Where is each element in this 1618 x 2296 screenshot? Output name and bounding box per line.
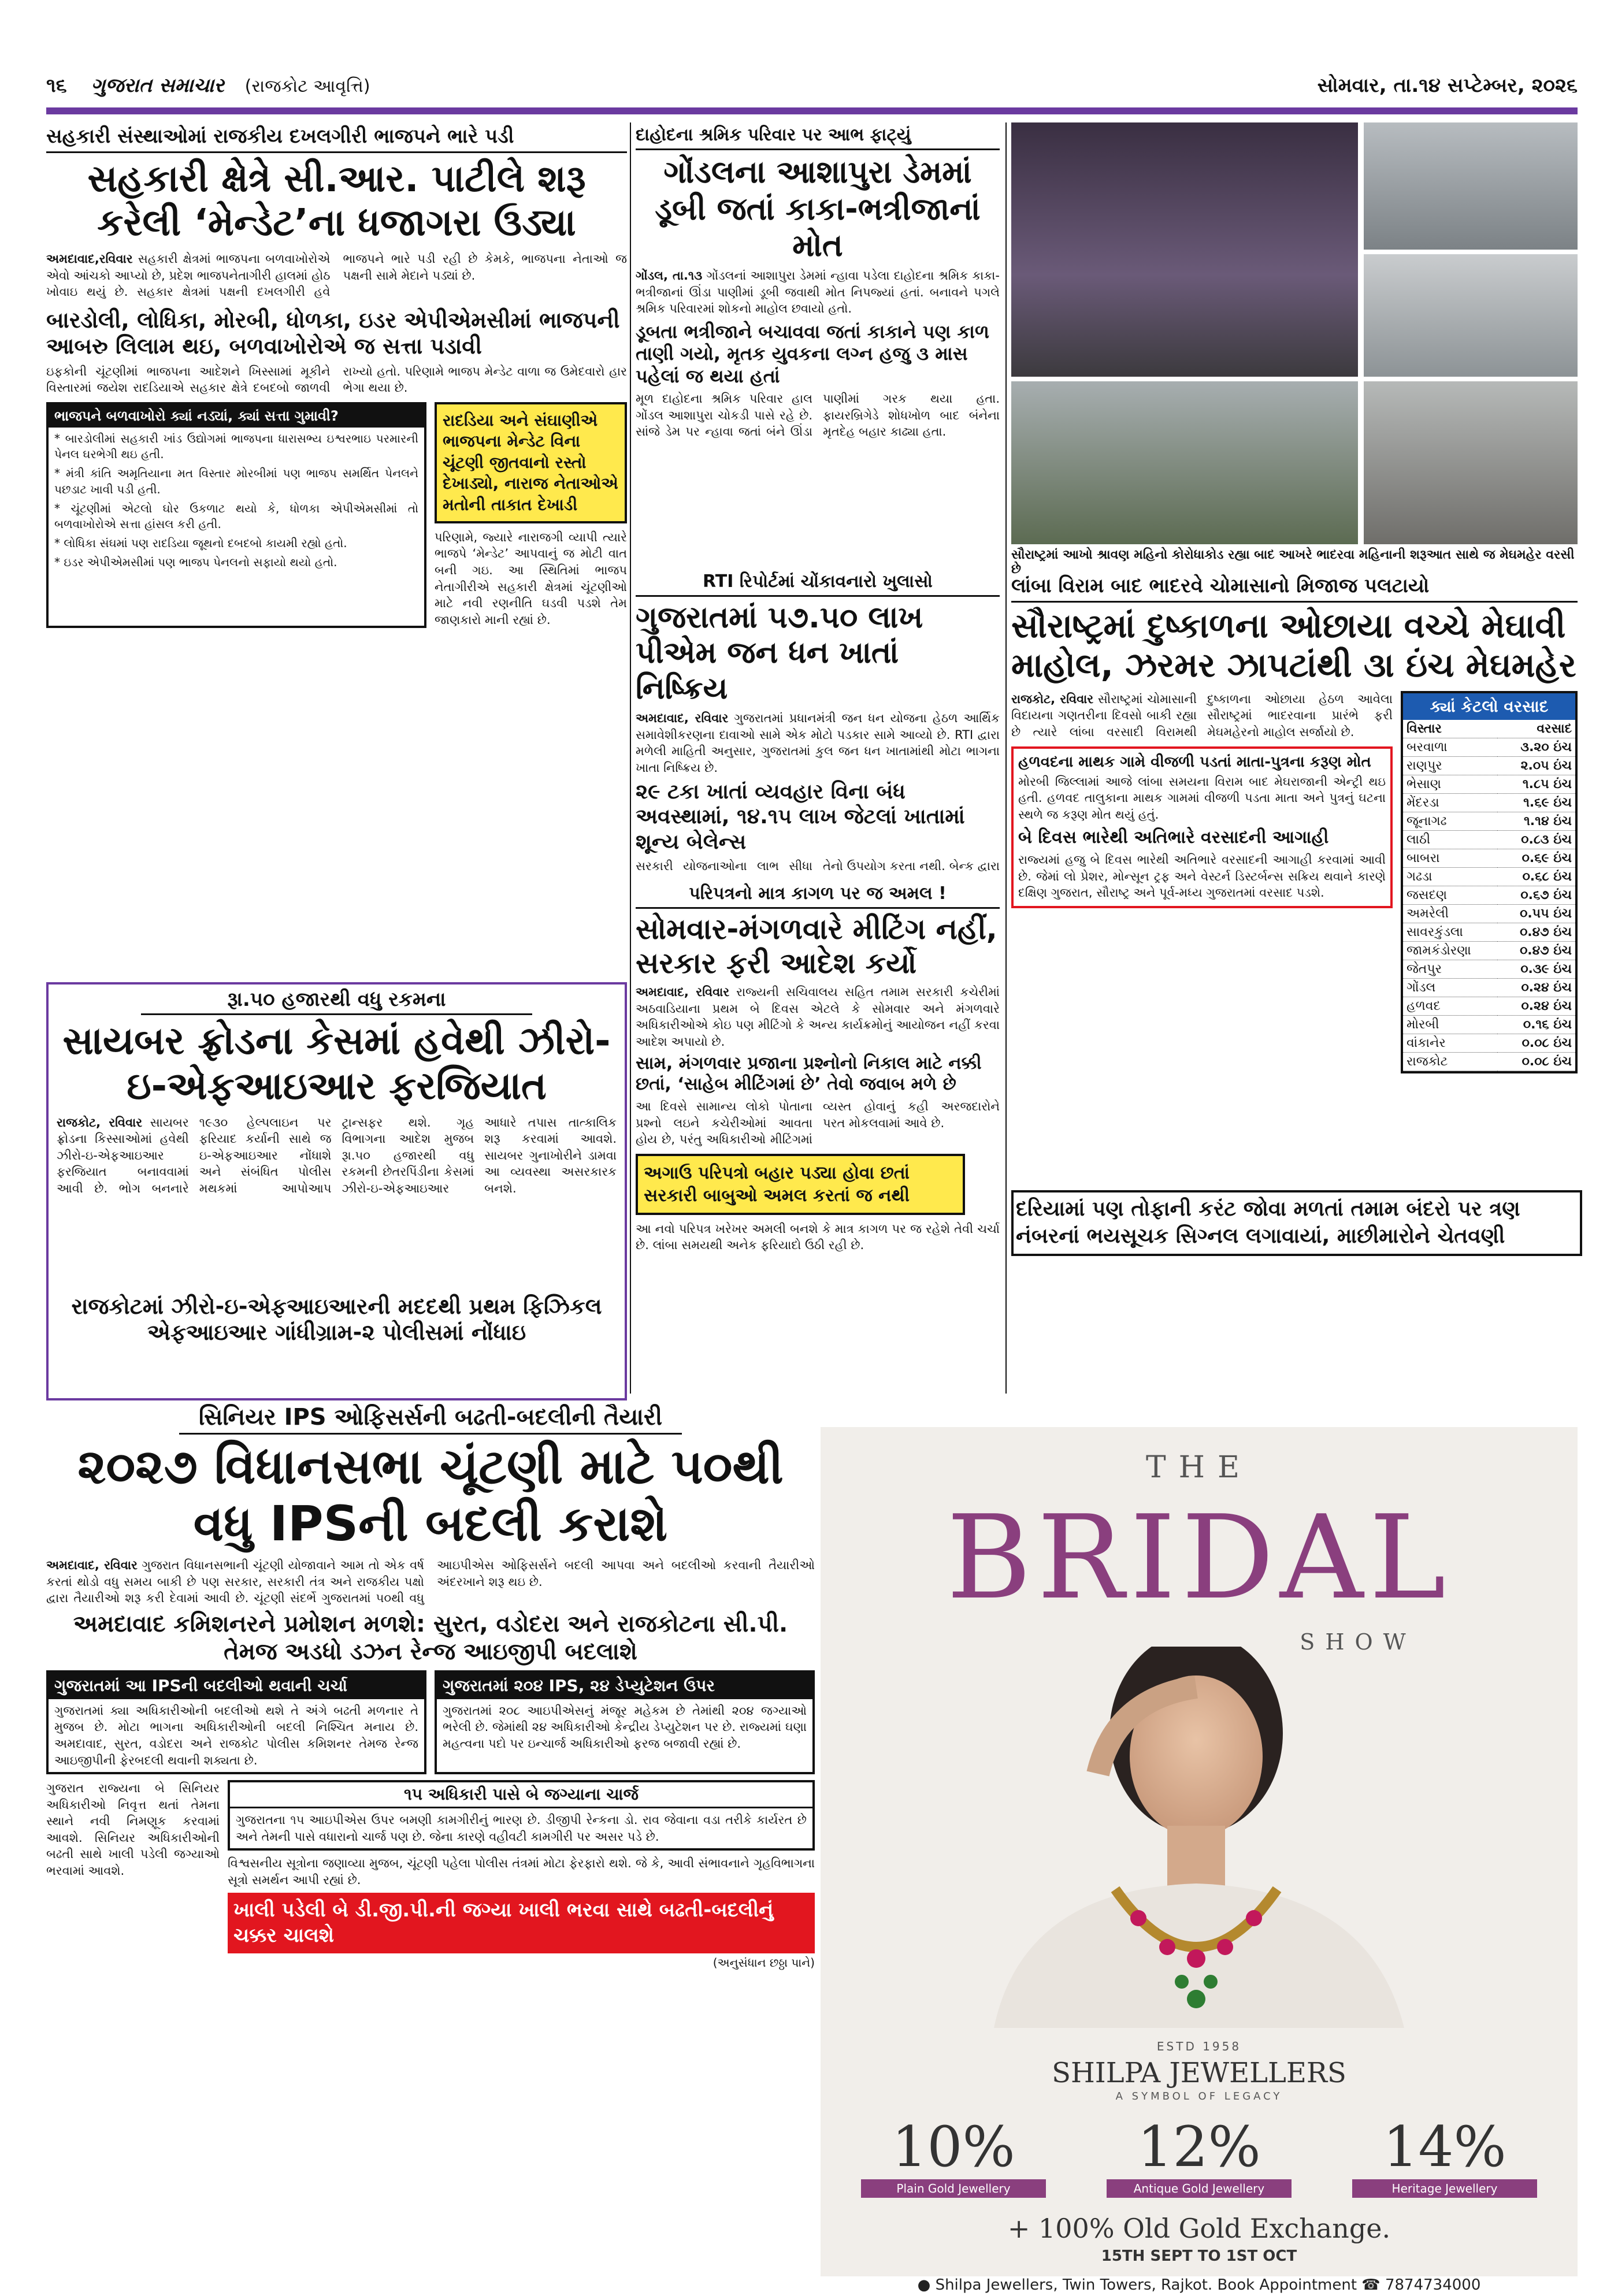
- rain-place: મેંદરડા: [1403, 793, 1497, 812]
- rain-amount: ૦.૨૪ ઇંચ: [1497, 978, 1575, 997]
- rain-place: રાજકોટ: [1403, 1052, 1497, 1071]
- rain-place: બરવાળા: [1403, 738, 1497, 756]
- story-meeting-body1: [636, 984, 1000, 1050]
- table-row: [1403, 1034, 1575, 1052]
- rain-table-title: ક્યાં કેટલો વરસાદ: [1403, 693, 1575, 720]
- forecast-subhead: બે દિવસ ભારેથી અતિભારે વરસાદની આગાહી: [1018, 827, 1329, 848]
- table-row: [1403, 830, 1575, 849]
- story-ips-kicker: સિનિયર IPS ઓફિસર્સની બઢતી-બદલીની તૈયારી: [179, 1404, 682, 1435]
- rain-amount: ૦.૧૬ ઇંચ: [1497, 1015, 1575, 1034]
- rain-place: જામકંડોરણા: [1403, 941, 1497, 960]
- rain-photo-fields: [1011, 381, 1358, 544]
- rain-place: જસદણ: [1403, 886, 1497, 904]
- story-cyber-dateline: રાજકોટ, રવિવાર: [57, 1115, 143, 1130]
- ad-tagline: A SYMBOL OF LEGACY: [1115, 2090, 1283, 2102]
- issue-date: સોમવાર, તા.૧૪ સપ્ટેમ્બર, ૨૦૨૬: [1317, 74, 1578, 97]
- ad-dates: 15TH SEPT TO 1ST OCT: [1101, 2247, 1297, 2265]
- table-row: [1403, 793, 1575, 812]
- ips-transfers-box: [46, 1670, 426, 1774]
- story-dam-kicker: દાહોદના શ્રમિક પરિવાર પર આભ ફાટ્યું: [636, 122, 1000, 150]
- ad-show: SHOW: [1300, 1629, 1416, 1655]
- ad-offer: 10% Plain Gold Jewellery: [861, 2115, 1046, 2198]
- table-row: [1403, 1015, 1575, 1034]
- table-row: [1403, 867, 1575, 886]
- story-rain: [1011, 572, 1578, 1184]
- table-row: [1403, 923, 1575, 941]
- story-dam: [636, 122, 1000, 562]
- story-rti-kicker: RTI રિપોર્ટમાં ચોંકાવનારો ખુલાસો: [636, 569, 1000, 597]
- story-rain-lower: [1011, 691, 1578, 1073]
- story-meeting: [636, 881, 1000, 1418]
- ad-address-line: [821, 2276, 1578, 2296]
- story-ips-body1: [46, 1557, 815, 1607]
- ad-model-photo: [925, 1647, 1474, 2028]
- bjp-rebels-box-title: ભાજપને બળવાખોરો ક્યાં નડ્યાં, ક્યાં સત્તા ગુમાવી?: [49, 404, 424, 428]
- table-row: [1403, 886, 1575, 904]
- rain-place: બાબરા: [1403, 849, 1497, 867]
- rain-table: [1403, 720, 1575, 1071]
- story-rti-text1: ગુજરાતમાં પ્રધાનમંત્રી જન ધન યોજના હેઠળ આર્થિક સમાવેશીકરણના દાવાઓ સામે એક મોટો પડકાર સામે આવ્યો છે. RTI દ્વારા મળેલી માહિતી અનુસાર, ગુજરાતમાં કુલ જન ધન ખાતામાંથી મોટા ભાગના ખાતા નિષ્ક્રિય છે.: [636, 711, 1000, 775]
- column-rule: [1005, 122, 1007, 1394]
- rain-amount: ૦.૪૭ ઇંચ: [1497, 941, 1575, 960]
- ad-brand: BRIDAL: [946, 1491, 1452, 1625]
- story-ips-dateline: અમદાવાદ, રવિવાર: [46, 1558, 138, 1573]
- ips-red-strip: ખાલી પડેલી બે ડી.જી.પી.ની જગ્યા ખાલી ભરવા સાથે બઢતી-બદલીનું ચક્કર ચાલશે: [228, 1893, 815, 1953]
- ips-strength-box: [435, 1670, 815, 1774]
- story-ips-text1: ગુજરાત વિધાનસભાની ચૂંટણી યોજાવાને આમ તો એક વર્ષ કરતાં થોડો વધુ સમય બાકી છે પણ સરકાર, સરકારી તંત્ર અને રાજકીય પક્ષો દ્વારા તૈયારીઓ શરૂ કરી દેવામાં આવી છે. ચૂંટણી સંદર્ભે ગુજરાતમાં ૫૦થી વધુ આઇપીએસ ઓફિસર્સને બદલી આપવા અને બદલીઓ કરવાની તૈયારીઓ અંદરખાને શરૂ થઇ છે.: [46, 1558, 815, 1606]
- masthead: [46, 74, 1578, 103]
- ips-strength-title: ગુજરાતમાં ૨૦૪ IPS, ૨૪ ડેપ્યુટેશન ઉપર: [437, 1673, 812, 1699]
- table-row: [1403, 997, 1575, 1015]
- rain-place: ગોંડલ: [1403, 978, 1497, 997]
- story-coop-text3: પરિણામે, જ્યારે નારાજગી વ્યાપી ત્યારે ભાજપે ‘મેન્ડેટ’ આપવાનું જ મોટી વાત બની ગઇ. આ સ્થિતિમાં ભાજપ નેતાગીરીએ સહકારી ક્ષેત્રમાં ચૂંટણીઓ માટે નવી રણનીતિ ઘડવી પડશે તેમ જાણકારો માની રહ્યાં છે.: [435, 530, 627, 627]
- lightning-box: [1011, 746, 1393, 908]
- ips-transfers-text: ગુજરાતમાં ક્યા અધિકારીઓની બદલીઓ થશે તે અંગે બઢતી મળનાર તે મુજબ છે. મોટા ભાગના અધિકારીઓની બદલી નિશ્ચિત મનાય છે. અમદાવાદ, સુરત, વડોદરા અને રાજકોટ પોલીસ કમિશનર તેમજ રેન્જ આઇજીપીની ફેરબદલી થવાની શક્યતા છે.: [54, 1703, 418, 1767]
- ips-charge-box: [228, 1780, 815, 1851]
- rain-place: લાઠી: [1403, 830, 1497, 849]
- story-coop-dateline: અમદાવાદ,રવિવાર: [46, 252, 133, 266]
- story-rain-headline: સૌરાષ્ટ્રમાં દુષ્કાળના ઓછાયા વચ્ચે મેઘાવી માહોલ, ઝરમર ઝાપટાંથી ૩ા ઇંચ મેઘમહેર: [1011, 606, 1576, 685]
- story-dam-text1: ગોંડલનાં આશાપુરા ડેમમાં ન્હાવા પડેલા દાહોદના શ્રમિક કાકા-ભત્રીજાનાં ઊંડા પાણીમાં ડૂબી જવાથી મોત નિપજ્યાં હતાં. બનાવને પગલે શ્રમિક પરિવારમાં શોકનો માહોલ છવાયો હતો.: [636, 269, 1000, 316]
- ad-estd: ESTD 1958: [1156, 2039, 1242, 2053]
- ad-offer: 12% Antique Gold Jewellery: [1107, 2115, 1292, 2198]
- ips-charge-col: [228, 1780, 815, 1970]
- rain-amount: ૧.૬૯ ઇંચ: [1497, 793, 1575, 812]
- story-rti-headline: ગુજરાતમાં ૫૭.૫૦ લાખ પીએમ જન ધન ખાતાં નિષ્ક્રિય: [636, 600, 923, 706]
- story-rti-subhead: ૨૯ ટકા ખાતાં વ્યવહાર વિના બંધ અવસ્થામાં, ૧૪.૧૫ લાખ જેટલાં ખાતામાં શૂન્ય બેલેન્સ: [636, 780, 965, 854]
- rain-amount: ૦.૮૩ ઇંચ: [1497, 830, 1575, 849]
- page-number: ૧૬: [46, 74, 67, 97]
- story-meeting-subhead: સામ, મંગળવાર પ્રજાના પ્રશ્નોનો નિકાલ માટે નક્કી છતાં, ‘સાહેબ મીટિંગમાં છે’ તેવો જવાબ મળે છે: [636, 1053, 982, 1095]
- rain-amount: ૦.૦૮ ઇંચ: [1497, 1034, 1575, 1052]
- story-cyber-body: [49, 1112, 625, 1290]
- story-dam-dateline: ગોંડલ, તા.૧૩: [636, 269, 703, 283]
- rain-place: વાંકાનેર: [1403, 1034, 1497, 1052]
- story-rain-text-col: [1011, 691, 1393, 1073]
- rain-amount: ૦.૬૯ ઇંચ: [1497, 849, 1575, 867]
- sea-warning: દરિયામાં પણ તોફાની કરંટ જોવા મળતાં તમામ બંદરો પર ત્રણ નંબરનાં ભયસૂચક સિગ્નલ લગાવાયાં, માછીમારોને ચેતવણી: [1011, 1190, 1582, 1256]
- table-row: [1403, 941, 1575, 960]
- table-row: [1403, 904, 1575, 923]
- location-icon: ●: [917, 2276, 931, 2294]
- story-cyber-subhead: રાજકોટમાં ઝીરો-ઇ-એફઆઇઆરની મદદથી પ્રથમ ફિઝિકલ એફઆઇઆર ગાંધીગ્રામ-૨ પોલીસમાં નોંધાઇ: [71, 1293, 602, 1346]
- rain-amount: ૧.૮૫ ઇંચ: [1497, 775, 1575, 793]
- rain-amount: ૦.૨૪ ઇંચ: [1497, 997, 1575, 1015]
- bjp-rebels-list: [49, 428, 424, 578]
- ips-lower-row: [46, 1780, 815, 1970]
- story-coop-text1: સહકારી ક્ષેત્રમાં ભાજપના બળવાખોરોએ એવો આંચકો આપ્યો છે, પ્રદેશ ભાજપનેતાગીરી હાલમાં હોઠ ખોવાઇ થયું છે. સહકાર ક્ષેત્રમાં પક્ષની દખલગીરી હવે ભાજપને ભારે પડી રહી છે કેમકે, ભાજપના નેતાઓ જ પક્ષની સામે મેદાને પડ્યાં છે.: [46, 252, 627, 299]
- pull-quote: રાદડિયા અને સંઘાણીએ ભાજપના મેન્ડેટ વિના ચૂંટણી જીતવાનો રસ્તો દેખાડ્યો, નારાજ નેતાઓએ મતોની તાકાત દેખાડી: [435, 402, 627, 523]
- story-rti-dateline: અમદાવાદ, રવિવાર: [636, 711, 729, 726]
- rain-amount: ૦.૬૭ ઇંચ: [1497, 886, 1575, 904]
- story-cyber-headline: સાયબર ફ્રોડના કેસમાં હવેથી ઝીરો-ઇ-એફઆઇઆર ફરજિયાત: [62, 1019, 611, 1108]
- story-dam-headline: ગોંડલના આશાપુરા ડેમમાં ડૂબી જતાં કાકા-ભત્રીજાનાં મોત: [655, 154, 981, 264]
- masthead-rule: [46, 107, 1578, 114]
- story-coop-text2: ઇફકોની ચૂંટણીમાં ભાજપના આદેશને ખિસ્સામાં મૂકીને વિસ્તારમાં જયેશ રાદડિયાએ સહકાર ક્ષેત્રે દબદબો જાળવી રાખ્યો હતો. પરિણામે ભાજપ મેન્ડેટ વાળા જ ઉમેદવારો હાર ભેગા થયા છે.: [46, 364, 627, 395]
- rain-place: રાણપુર: [1403, 756, 1497, 775]
- story-ips-headline: ૨૦૨૭ વિધાનસભા ચૂંટણી માટે ૫૦થી વધુ IPSની બદલી કરાશે: [77, 1438, 784, 1552]
- rain-amount: ૦.૬૮ ઇંચ: [1497, 867, 1575, 886]
- list-item: * મંત્રી કાંતિ અમૃતિયાના મત વિસ્તાર મોરબીમાં પણ ભાજપ સમર્થિત પેનલને પછડાટ ખાવી પડી હતી.: [54, 466, 419, 496]
- story-coop-body1: [46, 251, 627, 300]
- table-row: [1403, 978, 1575, 997]
- photo-caption: સૌરાષ્ટ્રમાં આખો શ્રાવણ મહિનો કોરોધાકોડ રહ્યા બાદ આખરે ભાદરવા મહિનાની શરૂઆત સાથે જ મેઘમહેર વરસી છે: [1011, 548, 1575, 577]
- pull-quote-col: [435, 402, 627, 628]
- rain-amount: ૦.૪૭ ઇંચ: [1497, 923, 1575, 941]
- table-row: [1403, 738, 1575, 756]
- rain-amount: ૧.૧૪ ઇંચ: [1497, 812, 1575, 830]
- rain-place: જેતપુર: [1403, 960, 1497, 978]
- story-ips-text2: ગુજરાત રાજ્યના બે સિનિયર અધિકારીઓ નિવૃત્ત થતાં તેમના સ્થાને નવી નિમણૂક કરવામાં આવશે. સિનિયર અધિકારીઓની બઢતી સાથે ખાલી પડેલી જગ્યાઓ ભરવામાં આવશે.: [46, 1781, 220, 1878]
- story-cyber-text1: સાયબર ફ્રોડના કિસ્સાઓમાં હવેથી ઝીરો-ઇ-એફઆઇઆર ફરજિયાત બનાવવામાં આવી છે. ભોગ બનનારે ૧૯૩૦ હેલ્પલાઇન પર ફરિયાદ કર્યાની સાથે જ ઇ-એફઆઇઆર નોંધાશે અને સંબંધિત પોલીસ મથકમાં આપોઆપ ટ્રાન્સફર થશે.: [57, 1115, 431, 1195]
- story-rti-text2: સરકારી યોજનાઓના લાભ સીધા તેનો ઉપયોગ કરતા નથી. બેન્ક દ્વારા: [636, 859, 1000, 872]
- bjp-rebels-box: [46, 402, 426, 628]
- story-rti: [636, 569, 1000, 872]
- ad-address: Shilpa Jewellers, Twin Towers, Rajkot. Book Appointment: [935, 2276, 1357, 2294]
- rain-table-header: [1403, 720, 1575, 738]
- ips-charge-text: ગુજરાતના ૧૫ આઇપીએસ ઉપર બમણી કામગીરીનું ભારણ છે. ડીજીપી રેન્કના ડો. રાવ જેવાના વડા તરીકે કાર્યરત છે અને તેમની પાસે વધારાનો ચાર્જ પણ છે. જેના કારણે વહીવટી કામગીરી પર અસર પડે છે.: [236, 1813, 807, 1844]
- ips-strength-text: ગુજરાતમાં ૨૦૮ આઇપીએસનું મંજૂર મહેકમ છે તેમાંથી ૨૦૪ જગ્યાઓ ભરેલી છે. જેમાંથી ૨૪ અધિકારીઓ કેન્દ્રીય ડેપ્યુટેશન પર છે. રાજ્યમાં ઘણા મહત્વના પદો પર ઇન્ચાર્જ અધિકારીઓ ફરજ બજાવી રહ્યાં છે.: [443, 1703, 807, 1751]
- story-ips: [46, 1404, 815, 2282]
- rain-photo-lane: [1364, 381, 1578, 544]
- masthead-left: [46, 74, 370, 97]
- phone-icon: ☎: [1361, 2276, 1381, 2294]
- ad-offer: 14% Heritage Jewellery: [1352, 2115, 1537, 2198]
- list-item: * ઇડર એપીએમસીમાં પણ ભાજપ પેનલનો સફાયો થયો હતો.: [54, 555, 337, 570]
- continued-note: (અનુસંધાન છઠ્ઠા પાને): [712, 1955, 815, 1970]
- column-rule: [630, 122, 631, 1394]
- story-rain-kicker: લાંબા વિરામ બાદ ભાદરવે ચોમાસાનો મિજાજ પલટાયો: [1011, 572, 1578, 603]
- rain-place: ગઢડા: [1403, 867, 1497, 886]
- lightning-subhead: હળવદના માથક ગામે વીજળી પડતાં માતા-પુત્રના કરૂણ મોત: [1018, 753, 1371, 771]
- list-item: * બારડોલીમાં સહકારી ખાંડ ઉદ્યોગમાં ભાજપના ધારાસભ્ય ઇશ્વરભાઇ પરમારની પેનલ ઘરભેગી થઇ હતી.: [54, 431, 418, 462]
- ips-charge-title: ૧૫ અધિકારી પાસે બે જગ્યાના ચાર્જ: [230, 1782, 812, 1808]
- story-meeting-kicker: પરિપત્રનો માત્ર કાગળ પર જ અમલ !: [636, 881, 1000, 909]
- table-row: [1403, 960, 1575, 978]
- rain-photo-collage: [1011, 122, 1578, 544]
- rain-place: સાવરકુંડલા: [1403, 923, 1497, 941]
- story-rain-body1: [1011, 691, 1393, 741]
- story-cyber-text2: ગૃહ વિભાગના આદેશ મુજબ રૂા.૫૦ હજારથી વધુ રકમની છેતરપિંડીના કેસમાં ઝીરો-ઇ-એફઆઇઆર આધારે તપાસ તાત્કાલિક શરૂ કરવામાં આવશે. સાયબર ગુનાખોરીને ડામવા આ વ્યવસ્થા અસરકારક બનશે.: [342, 1115, 617, 1195]
- rain-table-box: [1401, 691, 1578, 1073]
- rain-photo-street-night: [1011, 122, 1358, 377]
- table-header-cell: વરસાદ: [1497, 720, 1575, 738]
- table-row: [1403, 812, 1575, 830]
- ad-the: THE: [1146, 1450, 1252, 1485]
- paper-name: ગુજરાત સમાચાર: [91, 74, 224, 97]
- story-coop-headline: સહકારી ક્ષેત્રે સી.આર. પાટીલે શરૂ કરેલી ‘મેન્ડેટ’ના ધજાગરા ઉડ્યા: [87, 158, 586, 244]
- rain-table-body: [1403, 720, 1575, 1071]
- story-meeting-text3: આ નવો પરિપત્ર ખરેખર અમલી બનશે કે માત્ર કાગળ પર જ રહેશે તેવી ચર્ચા છે. લાંબા સમયથી અનેક ફરિયાદો ઉઠી રહી છે.: [636, 1221, 1000, 1253]
- story-meeting-text2: આ દિવસે સામાન્ય લોકો પોતાના પ્રશ્નો લઇને કચેરીઓમાં આવતા હોય છે, પરંતુ અધિકારીઓ મીટિંગમાં વ્યસ્ત હોવાનું કહી અરજદારોને પરત મોકલવામાં આવે છે.: [636, 1099, 1000, 1147]
- meeting-highlight: અગાઉ પરિપત્રો બહાર પડ્યા હોવા છતાં સરકારી બાબુઓ અમલ કરતાં જ નથી: [636, 1154, 965, 1215]
- ad-phone: 7874734000: [1385, 2276, 1481, 2294]
- rain-place: મોરબી: [1403, 1015, 1497, 1034]
- ad-exchange: + 100% Old Gold Exchange.: [1007, 2213, 1391, 2244]
- story-cooperative: [46, 122, 627, 969]
- story-ips-text3: વિશ્વસનીય સૂત્રોના જણાવ્યા મુજબ, ચૂંટણી પહેલા પોલીસ તંત્રમાં મોટા ફેરફારો થશે. જે કે, આવી સંભાવનાને ગૃહવિભાગના સૂત્રો સમર્થન આપી રહ્યાં છે.: [228, 1856, 815, 1887]
- bridal-show-ad: [821, 1427, 1578, 2276]
- rain-amount: ૦.૩૯ ઇંચ: [1497, 960, 1575, 978]
- forecast-text: રાજ્યમાં હજુ બે દિવસ ભારેથી અતિભારે વરસાદની આગાહી કરવામાં આવી છે. જેમાં લો પ્રેશર, મોન્સૂન ટ્રફ અને વેસ્ટર્ન ડિસ્ટર્બન્સ સક્રિય થવાને કારણે દક્ષિણ ગુજરાત, સૌરાષ્ટ્ર અને પૂર્વ-મધ્ય ગુજરાતમાં વરસાદ પડશે.: [1018, 853, 1386, 900]
- ips-boxes-row: [46, 1670, 815, 1774]
- story-rain-dateline: રાજકોટ, રવિવાર: [1011, 692, 1094, 706]
- rain-place: જૂનાગઢ: [1403, 812, 1497, 830]
- story-coop-subhead: બારડોલી, લોધિકા, મોરબી, ધોળકા, ઇડર એપીએમસીમાં ભાજપની આબરુ લિલામ થઇ, બળવાખોરોએ જ સત્તા પડાવી: [46, 307, 620, 359]
- ad-offers: [861, 2115, 1537, 2198]
- story-dam-text2: મૂળ દાહોદના શ્રમિક પરિવાર હાલ ગોંડલ આશાપુરા ચોકડી પાસે રહે છે. સાંજે ડેમ પર ન્હાવા જતાં બંને ઊંડા પાણીમાં ગરક થયા હતા. ફાયરબ્રિગેડે શોધખોળ બાદ બંનેના મૃતદેહ બહાર કાઢ્યા હતા.: [636, 391, 1000, 439]
- story-dam-body1: [636, 268, 1000, 317]
- story-ips-subhead: અમદાવાદ કમિશનરને પ્રમોશન મળશે: સુરત, વડોદરા અને રાજકોટના સી.પી. તેમજ અડધો ડઝન રેન્જ આઇજીપી બદલાશે: [73, 1610, 788, 1665]
- story-cyber-kicker: રૂા.૫૦ હજારથી વધુ રકમના: [141, 988, 532, 1015]
- ips-transfers-title: ગુજરાતમાં આ IPSની બદલીઓ થવાની ચર્ચા: [49, 1673, 424, 1699]
- story-meeting-dateline: અમદાવાદ, રવિવાર: [636, 985, 730, 999]
- rain-photo-road: [1364, 122, 1578, 250]
- rain-place: અમરેલી: [1403, 904, 1497, 923]
- story-dam-subhead: ડૂબતા ભત્રીજાને બચાવવા જતાં કાકાને પણ કાળ તાણી ગયો, મૃતક યુવકના લગ્ન હજુ ૩ માસ પહેલાં જ થયા હતાં: [636, 320, 989, 387]
- ad-jeweller-name: SHILPA JEWELLERS: [1052, 2057, 1346, 2089]
- table-header-cell: વિસ્તાર: [1403, 720, 1497, 738]
- rain-place: હળવદ: [1403, 997, 1497, 1015]
- rain-amount: ૨.૦૫ ઇંચ: [1497, 756, 1575, 775]
- story-rti-body1: [636, 710, 1000, 776]
- table-row: [1403, 775, 1575, 793]
- table-row: [1403, 756, 1575, 775]
- rain-amount: ૦.૫૫ ઇંચ: [1497, 904, 1575, 923]
- table-row: [1403, 849, 1575, 867]
- story-meeting-headline: સોમવાર-મંગળવારે મીટિંગ નહીં, સરકાર ફરી આદેશ કર્યો: [636, 912, 997, 980]
- rain-photo-flooded-street: [1364, 254, 1578, 377]
- list-item: * લોધિકા સંઘમાં પણ રાદડિયા જૂથનો દબદબો કાયમી રહ્યો હતો.: [54, 536, 347, 551]
- edition-label: (રાજકોટ આવૃત્તિ): [244, 76, 370, 96]
- list-item: * ચૂંટણીમાં એટલો ઘોર ઉકળાટ થયો કે, ધોળકા એપીએમસીમાં તો બળવાખોરોએ સત્તા હાંસલ કરી હતી.: [54, 501, 418, 531]
- rain-amount: ૩.૨૦ ઇંચ: [1497, 738, 1575, 756]
- rain-place: ભેસાણ: [1403, 775, 1497, 793]
- table-row: [1403, 1052, 1575, 1071]
- story-cyber: [46, 982, 627, 1400]
- rain-amount: ૦.૦૮ ઇંચ: [1497, 1052, 1575, 1071]
- story-coop-lower: [46, 402, 627, 628]
- story-rain-text1: સૌરાષ્ટ્રમાં ચોમાસાની વિદાયના ગણતરીના દિવસો બાકી રહ્યા છે ત્યારે લાંબા વરસાદી વિરામથી દુષ્કાળના ઓછાયા હેઠળ આવેલા સૌરાષ્ટ્રમાં ભાદરવાના પ્રારંભે ફરી મેઘમહેરનો માહોલ સર્જાયો છે.: [1011, 692, 1393, 739]
- lightning-text: મોરબી જિલ્લામાં આજે લાંબા સમયના વિરામ બાદ મેઘરાજાની એન્ટ્રી થઇ હતી. હળવદ તાલુકાના માથક ગામમાં વીજળી પડતા માતા અને પુત્રનું ઘટના સ્થળે જ કરૂણ મોત થયું હતું.: [1018, 774, 1386, 822]
- story-meeting-text1: રાજ્યની સચિવાલય સહિત તમામ સરકારી કચેરીમાં અઠવાડિયાના પ્રથમ બે દિવસ એટલે કે સોમવાર અને મંગળવારે અધિકારીઓએ કોઇ પણ મીટિંગો કે અન્ય કાર્યક્રમોનું આયોજન નહીં કરવા આદેશ અપાયો છે.: [636, 985, 1000, 1049]
- story-coop-kicker: સહકારી સંસ્થાઓમાં રાજકીય દખલગીરી ભાજપને ભારે પડી: [46, 122, 627, 153]
